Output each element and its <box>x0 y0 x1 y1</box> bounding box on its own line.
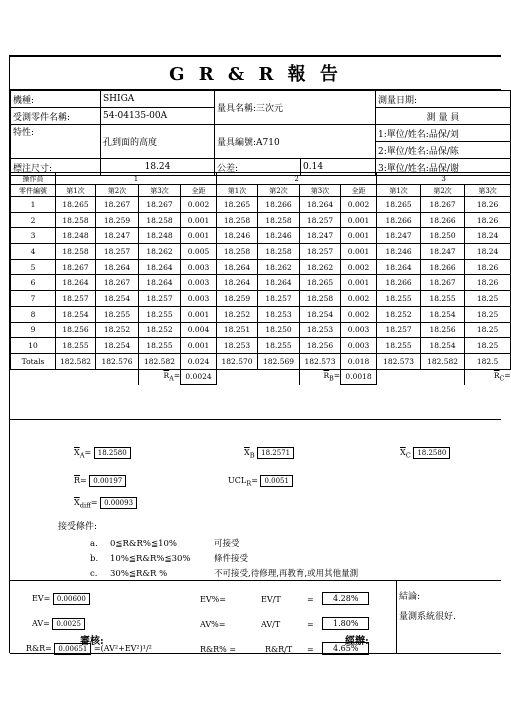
xdiff-stat: $\overline{X}_{diff}= 0.00093$ <box>74 497 137 510</box>
char-value: 孔到面的高度 <box>101 125 215 159</box>
table-cell: 18.259 <box>217 291 258 307</box>
column-header: 第2次 <box>96 185 139 197</box>
table-cell: 18.267 <box>96 197 139 213</box>
header-table <box>10 90 511 176</box>
part-number: 4 <box>11 244 56 260</box>
table-cell: 18.266 <box>258 197 300 213</box>
operator-group-2: 2 <box>217 173 377 185</box>
accept-key: b. <box>90 554 99 564</box>
table-cell: 18.262 <box>258 259 300 275</box>
table-cell: 0.003 <box>341 322 377 338</box>
machine-value: SHIGA <box>101 91 215 108</box>
table-cell: 18.252 <box>377 306 421 322</box>
table-cell: 18.262 <box>139 244 181 260</box>
table-cell: 18.246 <box>217 228 258 244</box>
accept-result: 條件接受 <box>214 554 249 564</box>
table-cell: 18.266 <box>377 212 421 228</box>
xa-value: 18.2580 <box>94 447 131 459</box>
column-header: 全距 <box>181 185 217 197</box>
rb-value: 0.0018 <box>341 369 377 385</box>
table-cell: 18.252 <box>96 322 139 338</box>
table-cell: 18.267 <box>421 275 465 291</box>
avt-value: 1.80% <box>322 617 369 630</box>
table-cell: 18.264 <box>139 259 181 275</box>
column-header: 第1次 <box>217 185 258 197</box>
grr-report-sheet <box>9 55 511 654</box>
table-cell: 18.257 <box>300 212 341 228</box>
ev-row <box>32 593 90 605</box>
table-cell: 18.264 <box>139 275 181 291</box>
table-cell: 18.264 <box>377 259 421 275</box>
table-cell: 18.255 <box>258 338 300 354</box>
accept-item <box>90 552 248 564</box>
table-cell: 18.257 <box>258 291 300 307</box>
table-cell: 0.001 <box>181 228 217 244</box>
accept-item <box>90 537 240 549</box>
totals-cell: 182.5 <box>465 353 511 369</box>
table-row <box>11 322 511 338</box>
accept-condition: 0≦R&R%≦10% <box>110 539 177 549</box>
table-cell: 18.264 <box>217 275 258 291</box>
accept-item <box>90 567 358 579</box>
ucl-label: UCL <box>228 476 247 485</box>
table-cell: 18.254 <box>96 291 139 307</box>
xa-stat: $\overline{X}_A= 18.2580$ <box>74 447 131 460</box>
nominal-label: 標注尺寸: <box>11 159 101 176</box>
table-cell: 18.247 <box>377 228 421 244</box>
table-cell: 0.003 <box>341 338 377 354</box>
table-cell: 18.250 <box>421 228 465 244</box>
table-cell: 0.003 <box>181 275 217 291</box>
table-cell: 18.264 <box>258 275 300 291</box>
tol-value: 0.14 <box>301 159 376 176</box>
ev-value: 0.00600 <box>53 593 90 605</box>
table-cell: 18.266 <box>421 259 465 275</box>
table-cell: 18.265 <box>56 197 96 213</box>
table-cell: 0.003 <box>181 259 217 275</box>
table-cell: 0.002 <box>181 197 217 213</box>
table-cell: 0.001 <box>341 212 377 228</box>
accept-condition: 10%≦R&R%≦30% <box>110 554 191 564</box>
table-cell: 0.001 <box>341 275 377 291</box>
table-cell: 18.262 <box>300 259 341 275</box>
table-cell: 18.25 <box>465 306 511 322</box>
table-cell: 18.246 <box>258 228 300 244</box>
part-number: 3 <box>11 228 56 244</box>
table-cell: 18.257 <box>96 244 139 260</box>
results-divider <box>396 581 397 653</box>
part-value: 54-04135-00A <box>101 108 215 125</box>
operator-header: 操作員 <box>11 173 56 185</box>
table-cell: 18.265 <box>300 275 341 291</box>
xdiff-sub: diff <box>79 501 91 510</box>
table-cell: 18.258 <box>56 212 96 228</box>
rrt-value: 4.65% <box>322 642 369 655</box>
totals-row <box>11 353 511 369</box>
part-number: 5 <box>11 259 56 275</box>
table-cell: 18.258 <box>217 244 258 260</box>
ucl-stat: $UCL_R= 0.0051$ <box>228 475 293 488</box>
totals-cell: 182.573 <box>300 353 341 369</box>
rrt-label: R&R/T <box>265 645 293 654</box>
gauge-name: 量具名稱:三次元 <box>215 91 376 125</box>
table-cell: 18.255 <box>377 291 421 307</box>
table-cell: 18.256 <box>300 338 341 354</box>
rrt-eq: = <box>307 645 314 654</box>
table-cell: 18.256 <box>56 322 96 338</box>
table-cell: 18.264 <box>300 197 341 213</box>
column-header: 全距 <box>341 185 377 197</box>
table-cell: 0.003 <box>181 291 217 307</box>
table-cell: 18.267 <box>421 197 465 213</box>
xc-value: 18.2580 <box>413 447 450 459</box>
table-cell: 18.258 <box>217 212 258 228</box>
totals-label: Totals <box>11 353 56 369</box>
table-cell: 18.264 <box>217 259 258 275</box>
table-cell: 18.247 <box>300 228 341 244</box>
xb-stat: $\overline{X}_B$ 18.2571 <box>244 447 294 460</box>
table-cell: 0.004 <box>181 322 217 338</box>
table-cell: 18.258 <box>258 244 300 260</box>
part-number: 8 <box>11 306 56 322</box>
tol-label: 公差: <box>215 159 301 176</box>
av-label: AV= <box>32 619 50 628</box>
rr-value: 0.00651 <box>54 643 91 655</box>
part-number: 1 <box>11 197 56 213</box>
column-header: 第2次 <box>421 185 465 197</box>
part-no-header: 零件編號 <box>11 185 56 197</box>
rbar-value: 0.00197 <box>89 475 126 487</box>
column-header: 第3次 <box>300 185 341 197</box>
ev-label: EV= <box>32 594 51 603</box>
table-cell: 18.257 <box>139 291 181 307</box>
table-cell: 0.002 <box>341 291 377 307</box>
operator-3: 3:單位/姓名:品保/谢 <box>376 159 511 176</box>
rbar-stat: $\overline{R}= 0.00197$ <box>74 475 126 487</box>
ra-value: 0.0024 <box>181 369 217 385</box>
table-cell: 18.258 <box>300 291 341 307</box>
evt-eq: = <box>307 595 314 604</box>
conclusion-text: 量測系統很好. <box>399 612 456 622</box>
table-cell: 18.255 <box>377 338 421 354</box>
part-number: 7 <box>11 291 56 307</box>
table-cell: 18.255 <box>139 338 181 354</box>
accept-key: c. <box>90 569 98 579</box>
rrp-label: R&R% = <box>200 645 237 654</box>
table-cell: 0.002 <box>341 259 377 275</box>
table-cell: 0.001 <box>341 244 377 260</box>
table-cell: 18.251 <box>217 322 258 338</box>
table-cell: 18.248 <box>56 228 96 244</box>
table-cell: 0.002 <box>341 197 377 213</box>
table-row <box>11 275 511 291</box>
table-cell: 0.005 <box>181 244 217 260</box>
table-cell: 18.254 <box>56 306 96 322</box>
totals-cell: 182.570 <box>217 353 258 369</box>
table-cell: 0.001 <box>181 212 217 228</box>
table-cell: 18.24 <box>465 228 511 244</box>
part-number: 9 <box>11 322 56 338</box>
table-cell: 18.266 <box>377 275 421 291</box>
table-cell: 18.264 <box>96 259 139 275</box>
part-number: 6 <box>11 275 56 291</box>
accept-key: a. <box>90 539 98 549</box>
table-cell: 18.267 <box>56 259 96 275</box>
statistics-section <box>10 419 501 580</box>
table-cell: 18.257 <box>377 322 421 338</box>
accept-result: 可接受 <box>214 539 240 549</box>
ucl-value: 0.0051 <box>260 475 293 487</box>
table-cell: 0.001 <box>181 338 217 354</box>
evt-label: EV/T <box>261 595 281 604</box>
ra-label: $\overline{R}_A=$ <box>163 371 180 383</box>
column-header: 第3次 <box>139 185 181 197</box>
column-header: 第2次 <box>258 185 300 197</box>
table-cell: 18.255 <box>56 338 96 354</box>
accept-result: 不可接受,待修理,再教育,或用其他量測 <box>214 569 359 579</box>
av-row <box>32 618 85 630</box>
operator-1: 1:單位/姓名:品保/刘 <box>376 125 511 142</box>
table-cell: 18.253 <box>217 338 258 354</box>
table-cell: 0.002 <box>341 306 377 322</box>
measurement-table <box>10 172 511 385</box>
operator-2: 2:單位/姓名:品保/陈 <box>376 142 511 159</box>
table-cell: 18.266 <box>421 212 465 228</box>
table-cell: 18.25 <box>465 291 511 307</box>
table-cell: 18.248 <box>139 228 181 244</box>
range-average-row <box>11 369 511 385</box>
gauge-no: 量具編號:A710 <box>215 125 376 159</box>
rr-formula: =(AV²+EV²)¹/² <box>93 644 152 653</box>
table-cell: 18.265 <box>217 197 258 213</box>
avp-label: AV%= <box>200 620 226 629</box>
table-cell: 18.26 <box>465 275 511 291</box>
operator-label: 測 量 員 <box>376 108 511 125</box>
review-label: 審核: <box>80 636 104 647</box>
totals-cell: 182.569 <box>258 353 300 369</box>
table-cell: 18.252 <box>139 322 181 338</box>
totals-cell: 182.573 <box>377 353 421 369</box>
accept-label: 接受條件: <box>58 522 98 532</box>
table-cell: 18.255 <box>421 291 465 307</box>
table-row <box>11 197 511 213</box>
ucl-sub: R <box>246 479 252 488</box>
table-cell: 18.258 <box>56 244 96 260</box>
nominal-value: 18.24 <box>101 159 215 176</box>
part-label: 受測零件名稱: <box>11 108 101 125</box>
table-cell: 18.253 <box>258 306 300 322</box>
operator-group-1: 1 <box>56 173 217 185</box>
table-row <box>11 291 511 307</box>
handler-label: 經辦: <box>345 636 369 647</box>
char-label: 特性: <box>11 125 101 159</box>
table-row <box>11 228 511 244</box>
table-cell: 18.258 <box>139 212 181 228</box>
table-cell: 18.250 <box>258 322 300 338</box>
totals-cell: 0.018 <box>341 353 377 369</box>
avt-label: AV/T <box>261 620 281 629</box>
totals-cell: 182.582 <box>56 353 96 369</box>
xb-value: 18.2571 <box>257 447 294 459</box>
rb-label: $\overline{R}_B=$ <box>323 371 341 383</box>
table-cell: 18.257 <box>56 291 96 307</box>
column-header: 第3次 <box>465 185 511 197</box>
table-cell: 0.001 <box>341 228 377 244</box>
accept-condition: 30%≦R&R % <box>110 569 168 579</box>
operator-group-3: 3 <box>377 173 511 185</box>
av-value: 0.0025 <box>52 618 85 630</box>
table-row <box>11 259 511 275</box>
table-cell: 0.001 <box>181 306 217 322</box>
table-cell: 18.26 <box>465 212 511 228</box>
table-cell: 18.259 <box>96 212 139 228</box>
table-cell: 18.24 <box>465 244 511 260</box>
xc-stat: $\overline{X}_C$ 18.2580 <box>400 447 450 460</box>
column-header: 第1次 <box>377 185 421 197</box>
table-cell: 18.257 <box>300 244 341 260</box>
xdiff-value: 0.00093 <box>100 497 137 509</box>
machine-label: 機種: <box>11 91 101 108</box>
table-cell: 18.254 <box>421 338 465 354</box>
table-cell: 18.256 <box>421 322 465 338</box>
evp-label: EV%= <box>200 595 226 604</box>
rc-label: $\overline{R}_C=$ <box>493 371 511 383</box>
date-label: 測量日期: <box>376 91 511 108</box>
rr-label: R&R= <box>26 644 52 653</box>
table-cell: 18.246 <box>377 244 421 260</box>
table-cell: 18.25 <box>465 322 511 338</box>
table-row <box>11 244 511 260</box>
table-row <box>11 306 511 322</box>
table-cell: 18.247 <box>421 244 465 260</box>
table-cell: 18.267 <box>96 275 139 291</box>
table-cell: 18.252 <box>217 306 258 322</box>
table-cell: 18.255 <box>139 306 181 322</box>
evt-value: 4.28% <box>322 592 369 605</box>
table-cell: 18.254 <box>96 338 139 354</box>
table-cell: 18.254 <box>300 306 341 322</box>
xdiff-label: $\overline{X}$ <box>74 498 80 507</box>
table-cell: 18.265 <box>377 197 421 213</box>
part-number: 2 <box>11 212 56 228</box>
table-cell: 18.255 <box>96 306 139 322</box>
table-cell: 18.25 <box>465 338 511 354</box>
table-cell: 18.26 <box>465 259 511 275</box>
table-cell: 18.264 <box>56 275 96 291</box>
totals-cell: 182.582 <box>421 353 465 369</box>
table-cell: 18.26 <box>465 197 511 213</box>
table-cell: 18.253 <box>300 322 341 338</box>
column-header: 第1次 <box>56 185 96 197</box>
totals-cell: 0.024 <box>181 353 217 369</box>
page-title: G R & R 報 告 <box>10 57 501 90</box>
conclusion-label: 結論: <box>399 592 421 602</box>
table-cell: 18.258 <box>258 212 300 228</box>
avt-eq: = <box>307 620 314 629</box>
table-cell: 18.247 <box>96 228 139 244</box>
totals-cell: 182.582 <box>139 353 181 369</box>
table-row <box>11 338 511 354</box>
part-number: 10 <box>11 338 56 354</box>
table-cell: 18.254 <box>421 306 465 322</box>
table-cell: 18.267 <box>139 197 181 213</box>
totals-cell: 182.576 <box>96 353 139 369</box>
table-row <box>11 212 511 228</box>
